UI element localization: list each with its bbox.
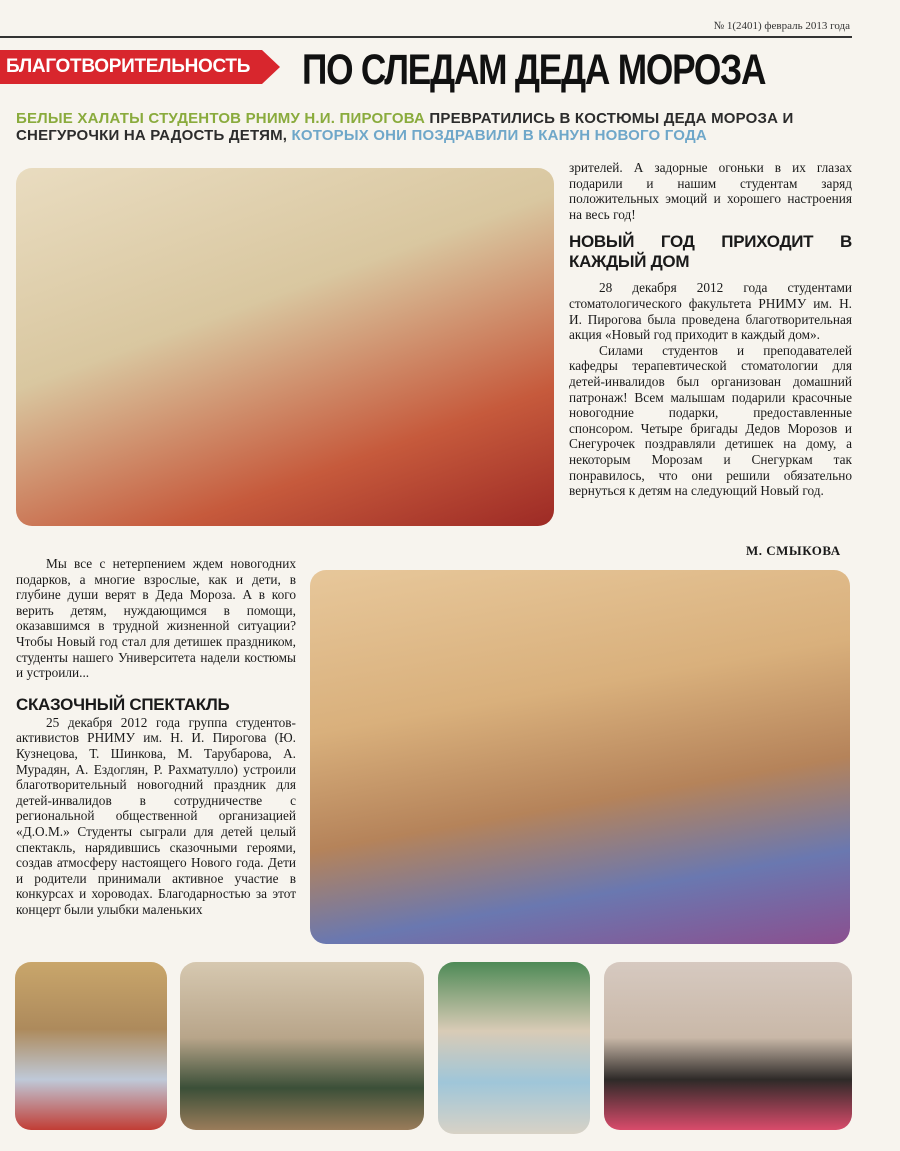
header-rule xyxy=(0,36,852,38)
continuation-paragraph: зрителей. А задорные огоньки в их глазах подарили и нашим студентам заряд положительных эмоций и хорошего настроения на весь год! xyxy=(569,160,852,222)
subhead-new-year: НОВЫЙ ГОД ПРИХОДИТ В КАЖДЫЙ ДОМ xyxy=(569,232,852,272)
issue-number: № 1(2401) февраль 2013 года xyxy=(713,20,850,32)
party-photo xyxy=(310,570,850,944)
page-title: ПО СЛЕДАМ ДЕДА МОРОЗА xyxy=(302,46,766,94)
section-tag: БЛАГОТВОРИТЕЛЬНОСТЬ xyxy=(0,50,262,84)
lead-part-blue: КОТОРЫХ ОНИ ПОЗДРАВИЛИ В КАНУН НОВОГО ГОДА xyxy=(291,127,707,144)
main-photo-santa-snow-maiden xyxy=(16,168,554,526)
subhead-fairy-tale: СКАЗОЧНЫЙ СПЕКТАКЛЬ xyxy=(16,694,230,714)
thumb-photo-4 xyxy=(604,962,852,1130)
thumb-photo-1 xyxy=(15,962,167,1130)
lead-part-dark: ПРЕВРАТИЛИСЬ В КОСТЮМЫ ДЕДА МОРОЗА И СНЕГУРОЧКИ НА РАДОСТЬ ДЕТЯМ, xyxy=(16,110,794,144)
body-paragraph: 25 декабря 2012 года группа студентов-активистов РНИМУ им. Н. И. Пирогова (Ю. Кузнецова, Т. Шинкова, М. Тарубарова, А. Мурадян, А. Ездоглян, Р. Рахматулло) устроили благотворительный новогодний праздник для детей-инвалидов в сотрудничестве с региональной общественной организацией «Д.О.М.» Студенты сыграли для детей целый спектакль, нарядившись сказочными героями, создав атмосферу настоящего Нового года. Дети и родители принимали активное участие в конкурсах и хороводах. Благодарностью за этот концерт были улыбки маленьких xyxy=(16,714,296,917)
author-byline: М. СМЫКОВА xyxy=(746,543,841,558)
paragraph-action: 28 декабря 2012 года студентами стоматологического факультета РНИМУ им. Н. И. Пирогова была проведена благотворительная акция «Новый год приходит в каждый дом». xyxy=(569,280,852,343)
paragraph-patronage: Силами студентов и преподавателей кафедры терапевтической стоматологии для детей-инвалидов был организован домашний патронаж! Всем малышам подарили красочные новогодние подарки, предоставленные спонсором. Четыре бригады Дедов Морозов и Снегурочек поздравляли детишек на дому, а некоторым Морозам и Снегуркам так понравилось, что они решили обязательно вернуться к детям на следующий Новый год. xyxy=(569,342,852,499)
thumb-photo-3 xyxy=(438,962,590,1134)
thumb-photo-2 xyxy=(180,962,424,1130)
lead-part-green: БЕЛЫЕ ХАЛАТЫ СТУДЕНТОВ РНИМУ Н.И. ПИРОГОВА xyxy=(16,110,426,127)
intro-paragraph: Мы все с нетерпением ждем новогодних подарков, а многие взрослые, как и дети, в глубине души верят в Деда Мороза. А в кого верить детям, нуждающимся в помощи, оказавшимся в трудной жизненной ситуации? Чтобы Новый год стал для детишек праздником, студенты нашего Университета надели костюмы и устроили... xyxy=(16,556,296,681)
lead-paragraph xyxy=(16,110,852,144)
right-column xyxy=(569,160,852,499)
left-column xyxy=(16,556,296,917)
